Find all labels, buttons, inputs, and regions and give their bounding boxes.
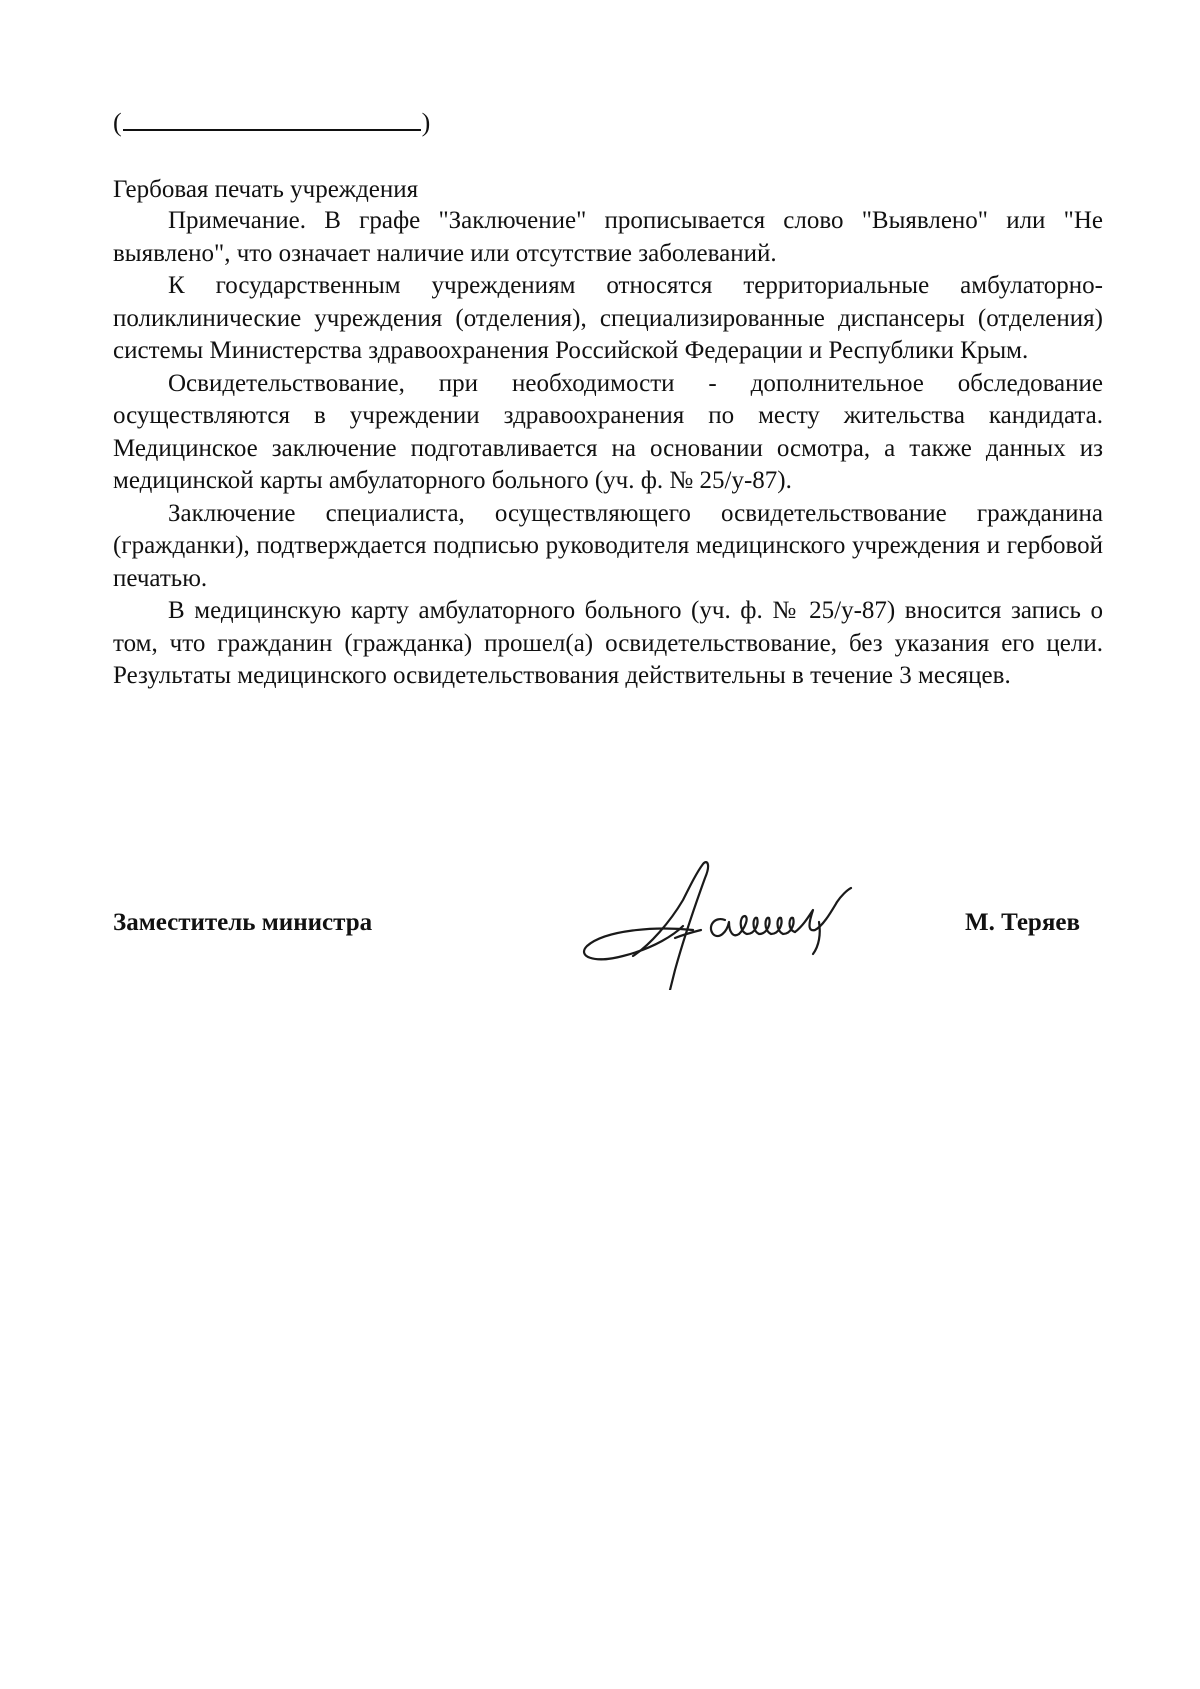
blank-signature-line [113,108,430,138]
blank-underline [123,109,421,131]
blank-close-paren: ) [421,108,431,137]
paragraph-medical-card: В медицинскую карту амбулаторного больного (уч. ф. № 25/у-87) вносится запись о том, что гражданин (гражданка) прошел(а) освидетельствование, без указания его цели. Результаты медицинского освидетельствования действительны в течение 3 месяцев. [113,597,1103,689]
signer-name: М. Теряев [965,909,1080,936]
handwritten-signature [575,860,855,990]
blank-open-paren: ( [113,108,122,137]
stamp-label: Гербовая печать учреждения [113,176,419,203]
signer-title: Заместитель министра [113,909,373,936]
paragraph-institutions: К государственным учреждениям относятся территориальные амбулаторно-поликлинические учреждения (отделения), специализированные диспансеры (отделения) системы Министерства здравоохранения Российской Федерации и Республики Крым. [113,272,1103,364]
paragraph-examination: Освидетельствование, при необходимости - дополнительное обследование осуществляются в учреждении здравоохранения по месту жительства кандидата. Медицинское заключение подготавливается на основании осмотра, а также данных из медицинской карты амбулаторного больного (уч. ф. № 25/у-87). [113,369,1103,494]
paragraph-conclusion: Заключение специалиста, осуществляющего освидетельствование гражданина (гражданки), подтверждается подписью руководителя медицинского учреждения и гербовой печатью. [113,499,1103,592]
notes-body [113,205,1103,693]
paragraph-note: Примечание. В графе "Заключение" прописывается слово "Выявлено" или "Не выявлено", что означает наличие или отсутствие заболеваний. [113,207,1103,267]
